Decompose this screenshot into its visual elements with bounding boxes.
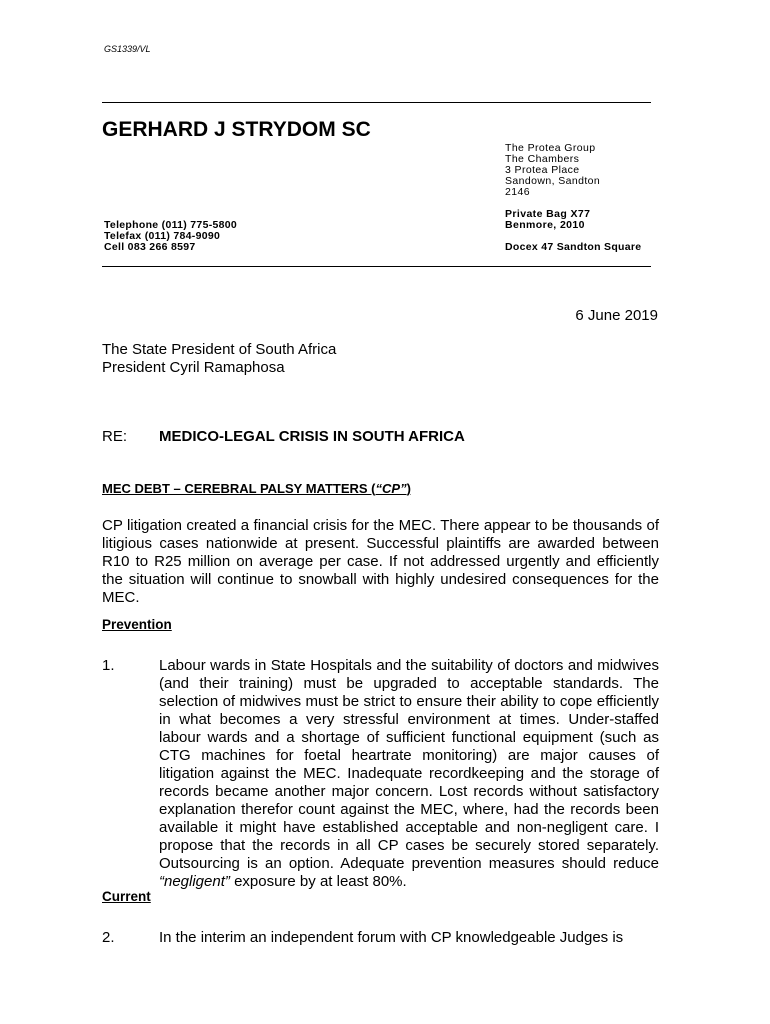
section-heading-prefix: MEC DEBT – CEREBRAL PALSY MATTERS (: [102, 481, 376, 496]
intro-paragraph: CP litigation created a financial crisis for the MEC. There appear to be thousands of litigious cases nationwide at present. Successful plaintiffs are awarded between R10 to R25 million on average per case. If not addressed urgently and efficiently the situation will continue to snowball with highly undesired consequences for the MEC.: [102, 517, 659, 606]
docex: Docex 47 Sandton Square: [505, 241, 642, 253]
section-heading: [102, 481, 411, 496]
address-line: Sandown, Sandton: [505, 175, 601, 187]
private-bag-line: Benmore, 2010: [505, 219, 585, 231]
private-bag-line: Private Bag X77: [505, 208, 591, 220]
address-block: [505, 143, 600, 231]
address-line: 2146: [505, 186, 530, 198]
item-number: 1.: [102, 657, 115, 674]
letter-date: 6 June 2019: [575, 307, 658, 324]
item-1-emphasis: “negligent”: [159, 873, 230, 890]
letterhead-name: GERHARD J STRYDOM SC: [102, 118, 371, 141]
reference-code: GS1339/VL: [104, 44, 151, 54]
cell-phone: Cell 083 266 8597: [104, 241, 196, 253]
current-heading: Current: [102, 889, 151, 904]
address-line: 3 Protea Place: [505, 164, 580, 176]
section-heading-em: “CP”: [375, 481, 407, 496]
contact-block: [104, 220, 237, 253]
recipient-block: [102, 341, 336, 377]
address-line: The Chambers: [505, 153, 580, 165]
top-rule: [102, 102, 651, 103]
bottom-rule: [102, 266, 651, 267]
section-heading-suffix: ): [406, 481, 411, 496]
re-label: RE:: [102, 428, 128, 445]
item-1-body: Labour wards in State Hospitals and the suitability of doctors and midwives (and their training) must be upgraded to acceptable standards. The selection of midwives must be strict to ensure their ability to cope efficiently in what becomes a very stressful environment at times. Under-staffed labour wards and a shortage of sufficient functional equipment (such as CTG machines for foetal heartrate monitoring) are major causes of litigation against the MEC. Inadequate recordkeeping and the storage of records became another major concern. Lost records without satisfactory explanation therefor count against the MEC, where, had the records been available it might have established acceptable and non-negligent care. I propose that the records in all CP cases be securely stored separately. Outsourcing is an option. Adequate prevention measures should reduce: [159, 657, 659, 872]
item-1-tail: exposure by at least 80%.: [234, 873, 407, 890]
recipient-line: President Cyril Ramaphosa: [102, 359, 285, 376]
prevention-heading: Prevention: [102, 617, 172, 632]
recipient-line: The State President of South Africa: [102, 341, 337, 358]
address-line: The Protea Group: [505, 142, 596, 154]
telephone: Telephone (011) 775-5800: [104, 219, 238, 231]
telefax: Telefax (011) 784-9090: [104, 230, 221, 242]
item-1-text: [159, 657, 659, 891]
item-2-text: In the interim an independent forum with CP knowledgeable Judges is: [159, 929, 624, 946]
item-number: 2.: [102, 929, 115, 946]
re-subject: MEDICO-LEGAL CRISIS IN SOUTH AFRICA: [159, 428, 465, 445]
